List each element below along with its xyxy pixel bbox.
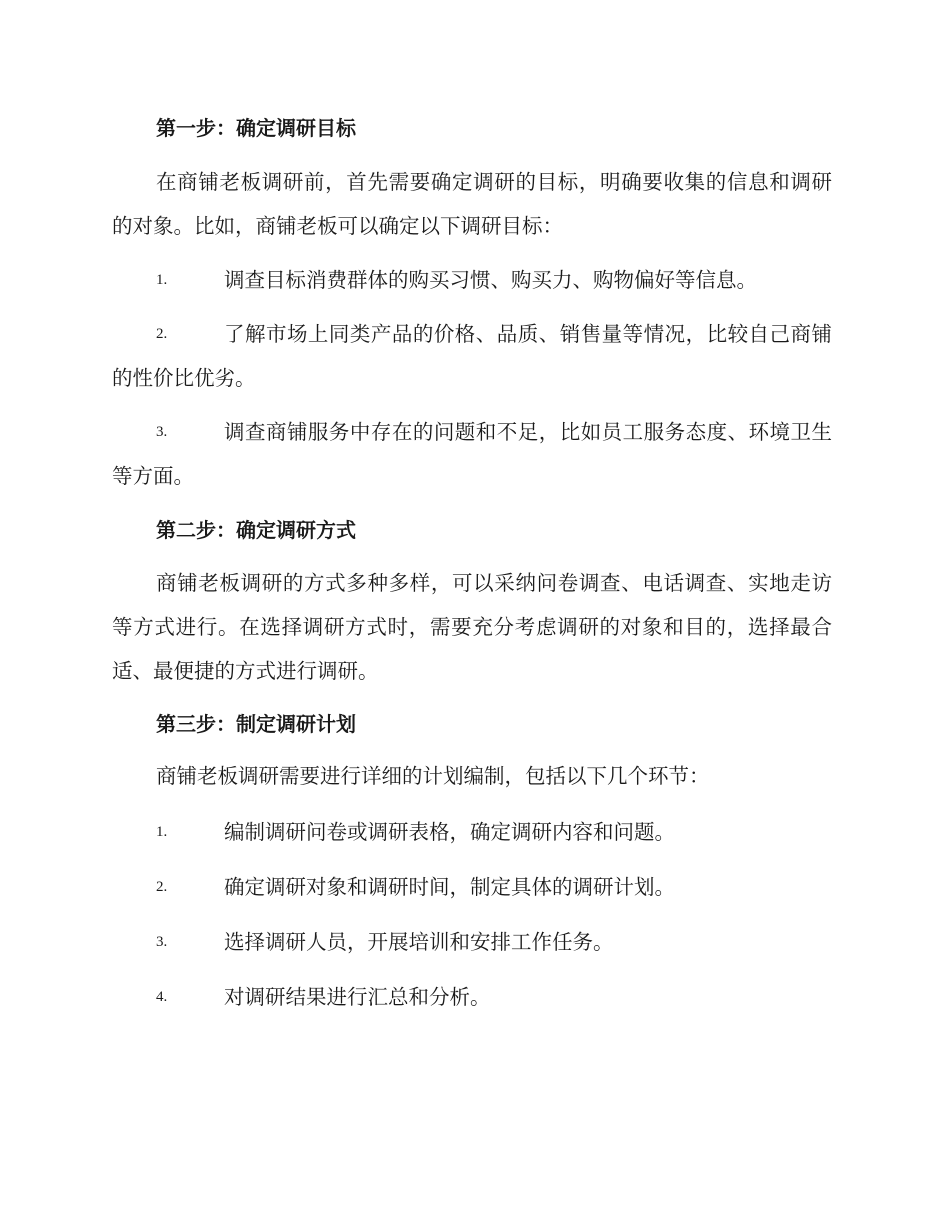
list-item-number: 1. — [156, 824, 168, 840]
list-item-number: 2. — [156, 326, 168, 342]
section-paragraph: 商铺老板调研的方式多种多样，可以采纳问卷调查、电话调查、实地走访等方式进行。在选择调研方式时，需要充分考虑调研的对象和目的，选择最合适、最便捷的方式进行调研。 — [112, 571, 832, 683]
list-item — [112, 975, 832, 1019]
list-item-text: 编制调研问卷或调研表格，确定调研内容和问题。 — [224, 820, 675, 844]
list-item-text: 调查商铺服务中存在的问题和不足，比如员工服务态度、环境卫生等方面。 — [112, 420, 832, 488]
list-item — [112, 258, 832, 302]
list-item — [112, 865, 832, 909]
list-item — [112, 810, 832, 854]
list-item-number: 2. — [156, 879, 168, 895]
list-item-number: 3. — [156, 934, 168, 950]
list-item-number: 1. — [156, 272, 168, 288]
section-heading: 第一步：确定调研目标 — [156, 116, 356, 140]
list-item-text: 对调研结果进行汇总和分析。 — [224, 985, 491, 1009]
list-item-text: 选择调研人员，开展培训和安排工作任务。 — [224, 930, 614, 954]
list-item — [112, 920, 832, 964]
list-item-number: 3. — [156, 424, 168, 440]
section-heading: 第三步：制定调研计划 — [156, 712, 356, 736]
list-item — [112, 312, 832, 400]
list-item-number: 4. — [156, 989, 168, 1005]
section-paragraph: 商铺老板调研需要进行详细的计划编制，包括以下几个环节： — [156, 764, 710, 788]
section-heading: 第二步：确定调研方式 — [156, 518, 356, 542]
section-paragraph: 在商铺老板调研前，首先需要确定调研的目标，明确要收集的信息和调研的对象。比如，商铺老板可以确定以下调研目标： — [112, 170, 832, 238]
list-item-text: 确定调研对象和调研时间，制定具体的调研计划。 — [224, 875, 675, 899]
list-item-text: 调查目标消费群体的购买习惯、购买力、购物偏好等信息。 — [224, 268, 757, 292]
list-item-text: 了解市场上同类产品的价格、品质、销售量等情况，比较自己商铺的性价比优劣。 — [112, 322, 832, 390]
list-item — [112, 410, 832, 498]
